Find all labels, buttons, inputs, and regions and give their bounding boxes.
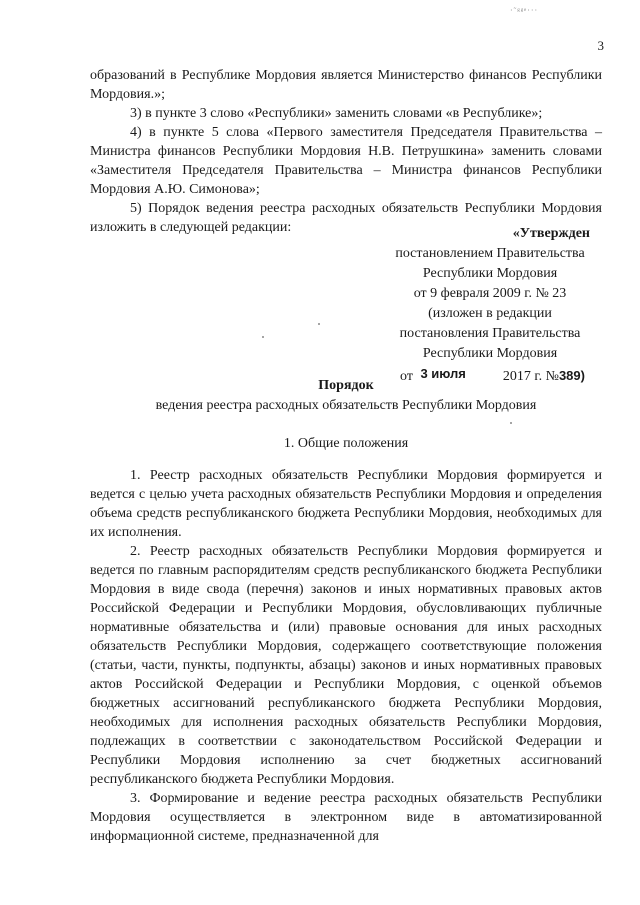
approval-title: «Утвержден (512, 226, 590, 241)
date-prefix: от (400, 369, 413, 384)
document-subheading: ведения реестра расходных обязательств Республики Мордовия (155, 398, 537, 413)
main-body (90, 466, 602, 846)
section-title: 1. Общие положения (283, 436, 409, 451)
approval-line: (изложен в редакции (428, 306, 552, 321)
approval-stamp (380, 224, 600, 387)
amendment-block (90, 66, 602, 237)
handwritten-date: 3 июля (420, 366, 466, 381)
paragraph-2: 2. Реестр расходных обязательств Республики Мордовия формируется и ведется по главным распорядителям средств республиканского бюджета Республики Мордовия в виде свода (перечня) законов и иных нормативных правовых актов Российской Федерации и Республики Мордовия, обусловливающих публичные нормативные обязательства и (или) правовые основания для иных расходных обязательств Республики Мордовия, содержащего соответствующие положения (статьи, части, пункты, подпункты, абзацы) законов и иных нормативных правовых актов Российской Федерации и Республики Мордовия, с оценкой объемов бюджетных ассигнований республиканского бюджета Республики Мордовия, необходимых для исполнения расходных обязательств Республики Мордовия, подлежащих в соответствии с законодательством Российской Федерации и Республики Мордовия исполнению за счет бюджетных ассигнований республиканского бюджета Республики Мордовия. (90, 544, 602, 787)
page-number: 3 (597, 38, 604, 53)
date-suffix: 2017 г. № (502, 369, 559, 384)
paragraph-3: 3. Формирование и ведение реестра расходных обязательств Республики Мордовия осуществляется в электронном виде в автоматизированной информационной системе, предназначенной для (90, 791, 602, 844)
approval-line: Республики Мордовия (422, 346, 558, 361)
paragraph-item-5: 5) Порядок ведения реестра расходных обязательств Республики Мордовия изложить в следующей редакции: (90, 201, 602, 235)
paragraph-item-4: 4) в пункте 5 слова «Первого заместителя Председателя Правительства – Министра финансов Республики Мордовия Н.В. Петрушкина» заменить словами «Заместителя Председателя Правительства – Министра финансов Республики Мордовия А.Ю. Симонова»; (90, 125, 602, 197)
handwritten-number: 389) (558, 368, 585, 383)
paragraph-continuation: образований в Республике Мордовия является Министерство финансов Республики Мордовия.»; (90, 68, 602, 102)
scan-speck (318, 323, 320, 325)
scan-mark: ·˜ᵍᵍᵉ··· (510, 6, 539, 15)
paragraph-item-3: 3) в пункте 3 слово «Республики» заменить словами «в Республике»; (130, 106, 543, 121)
approval-line: Республики Мордовия (422, 266, 558, 281)
scan-speck (510, 422, 512, 424)
approval-line: постановления Правительства (399, 326, 581, 341)
document-heading: Порядок (318, 378, 374, 393)
approval-line: от 9 февраля 2009 г. № 23 (413, 286, 567, 301)
paragraph-1: 1. Реестр расходных обязательств Республики Мордовия формируется и ведется с целью учета расходных обязательств Республики Мордовия и определения объема средств республиканского бюджета Республики Мордовия, необходимых для их исполнения. (90, 468, 602, 540)
scan-speck (262, 336, 264, 338)
approval-line: постановлением Правительства (395, 246, 585, 261)
